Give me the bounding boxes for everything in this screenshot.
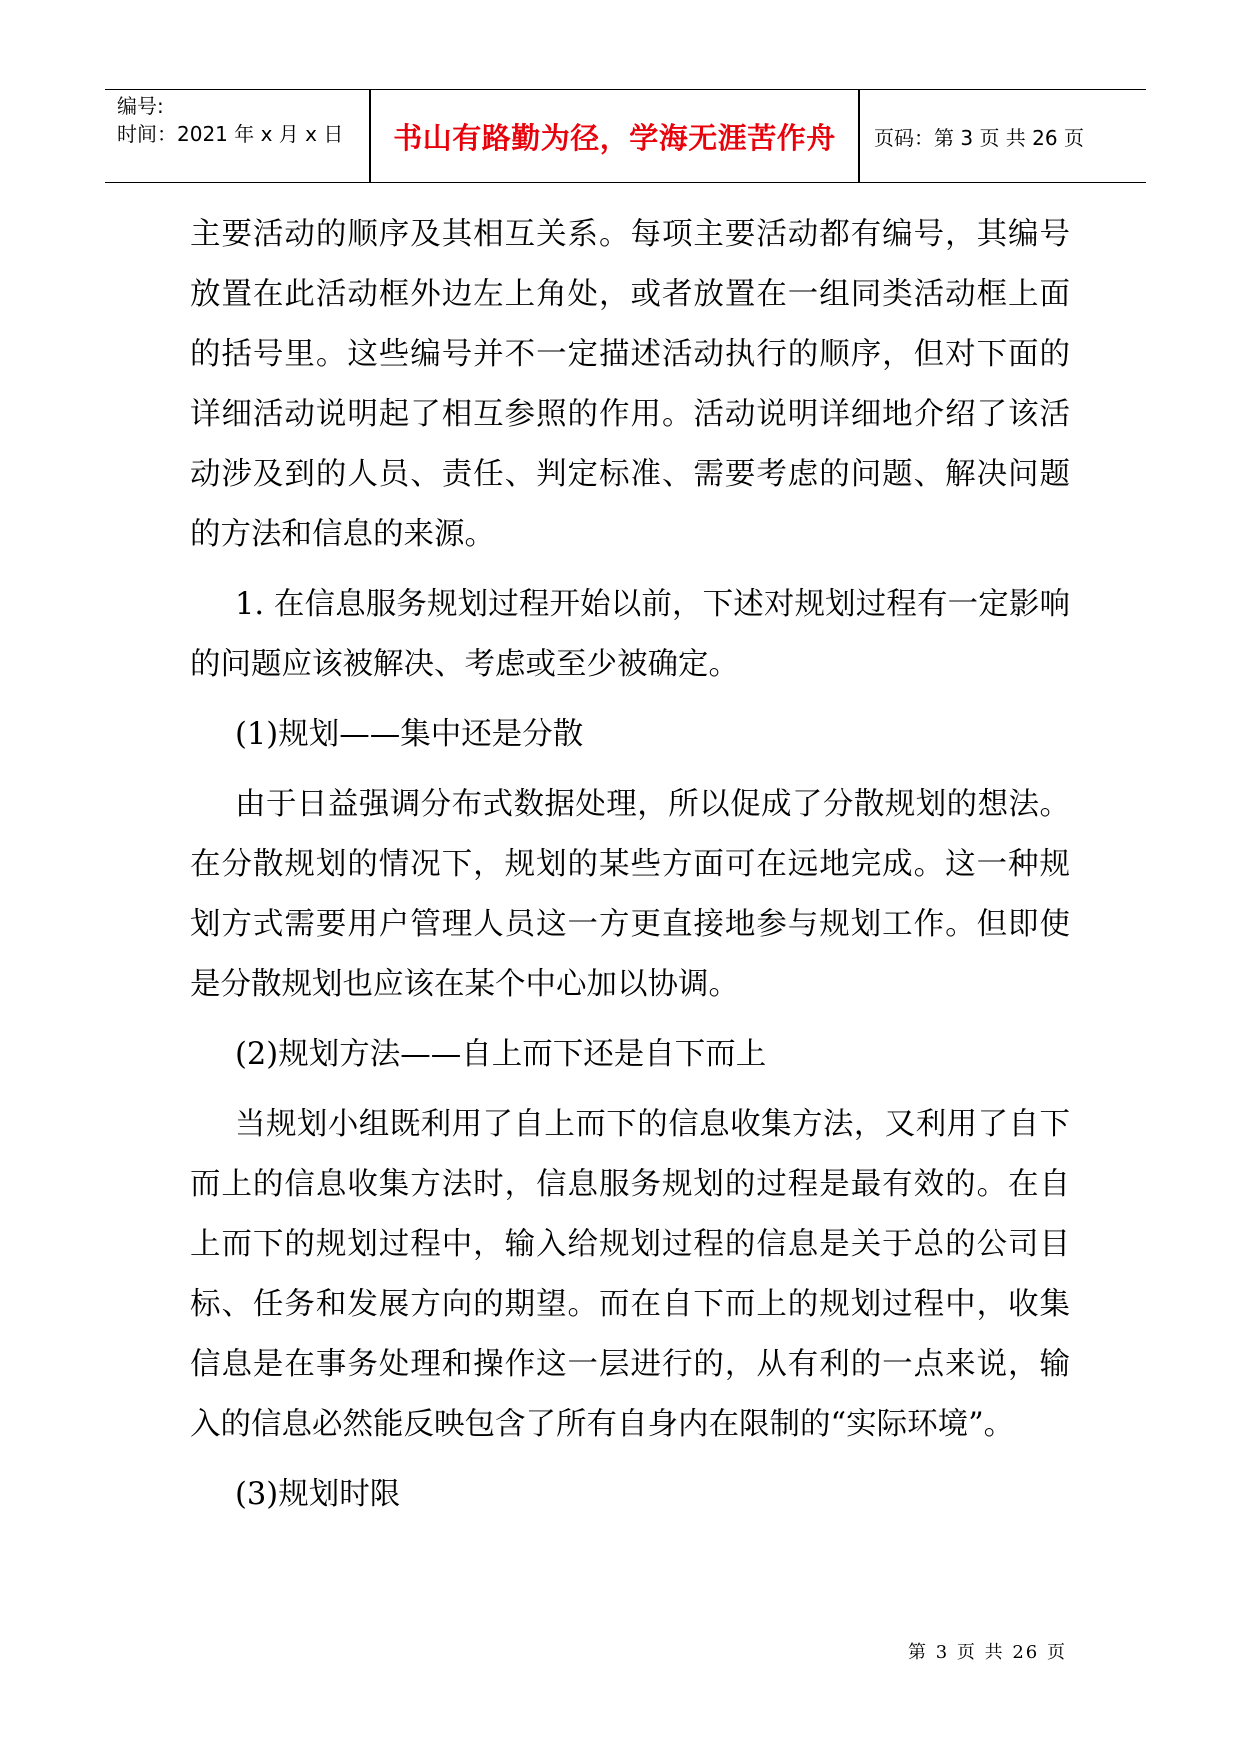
page-header [105, 89, 1146, 183]
paragraph-4: 当规划小组既利用了自上而下的信息收集方法，又利用了自下而上的信息收集方法时，信息服务规划的过程是最有效的。在自上而下的规划过程中，输入给规划过程的信息是关于总的公司目标、任务和发展方向的期望。而在自下而上的规划过程中，收集信息是在事务处理和操作这一层进行的，从有利的一点来说，输入的信息必然能反映包含了所有自身内在限制的“实际环境”。 [190, 1107, 1070, 1442]
page-footer: 第 3 页 共 26 页 [908, 1642, 1067, 1663]
section-heading-2: (2)规划方法——自上而下还是自下而上 [235, 1037, 767, 1072]
document-body [190, 205, 1070, 1535]
paragraph-1: 主要活动的顺序及其相互关系。每项主要活动都有编号，其编号放置在此活动框外边左上角处，或者放置在一组同类活动框上面的括号里。这些编号并不一定描述活动执行的顺序，但对下面的详细活动说明起了相互参照的作用。活动说明详细地介绍了该活动涉及到的人员、责任、判定标准、需要考虑的问题、解决问题的方法和信息的来源。 [190, 217, 1070, 552]
header-motto: 书山有路勤为径，学海无涯苦作舟 [393, 120, 836, 155]
header-page-label: 页码：第 3 页 共 26 页 [874, 125, 1084, 150]
header-divider-right [858, 90, 860, 182]
section-heading-1: (1)规划——集中还是分散 [235, 717, 584, 752]
time-label: 时间：2021 年 x 月 x 日 [117, 122, 344, 146]
section-heading-3: (3)规划时限 [235, 1477, 401, 1512]
number-label: 编号: [117, 94, 164, 118]
paragraph-2: 1. 在信息服务规划过程开始以前，下述对规划过程有一定影响的问题应该被解决、考虑或至少被确定。 [190, 587, 1070, 682]
paragraph-3: 由于日益强调分布式数据处理，所以促成了分散规划的想法。在分散规划的情况下，规划的某些方面可在远地完成。这一种规划方式需要用户管理人员这一方更直接地参与规划工作。但即使是分散规划也应该在某个中心加以协调。 [190, 787, 1070, 1002]
